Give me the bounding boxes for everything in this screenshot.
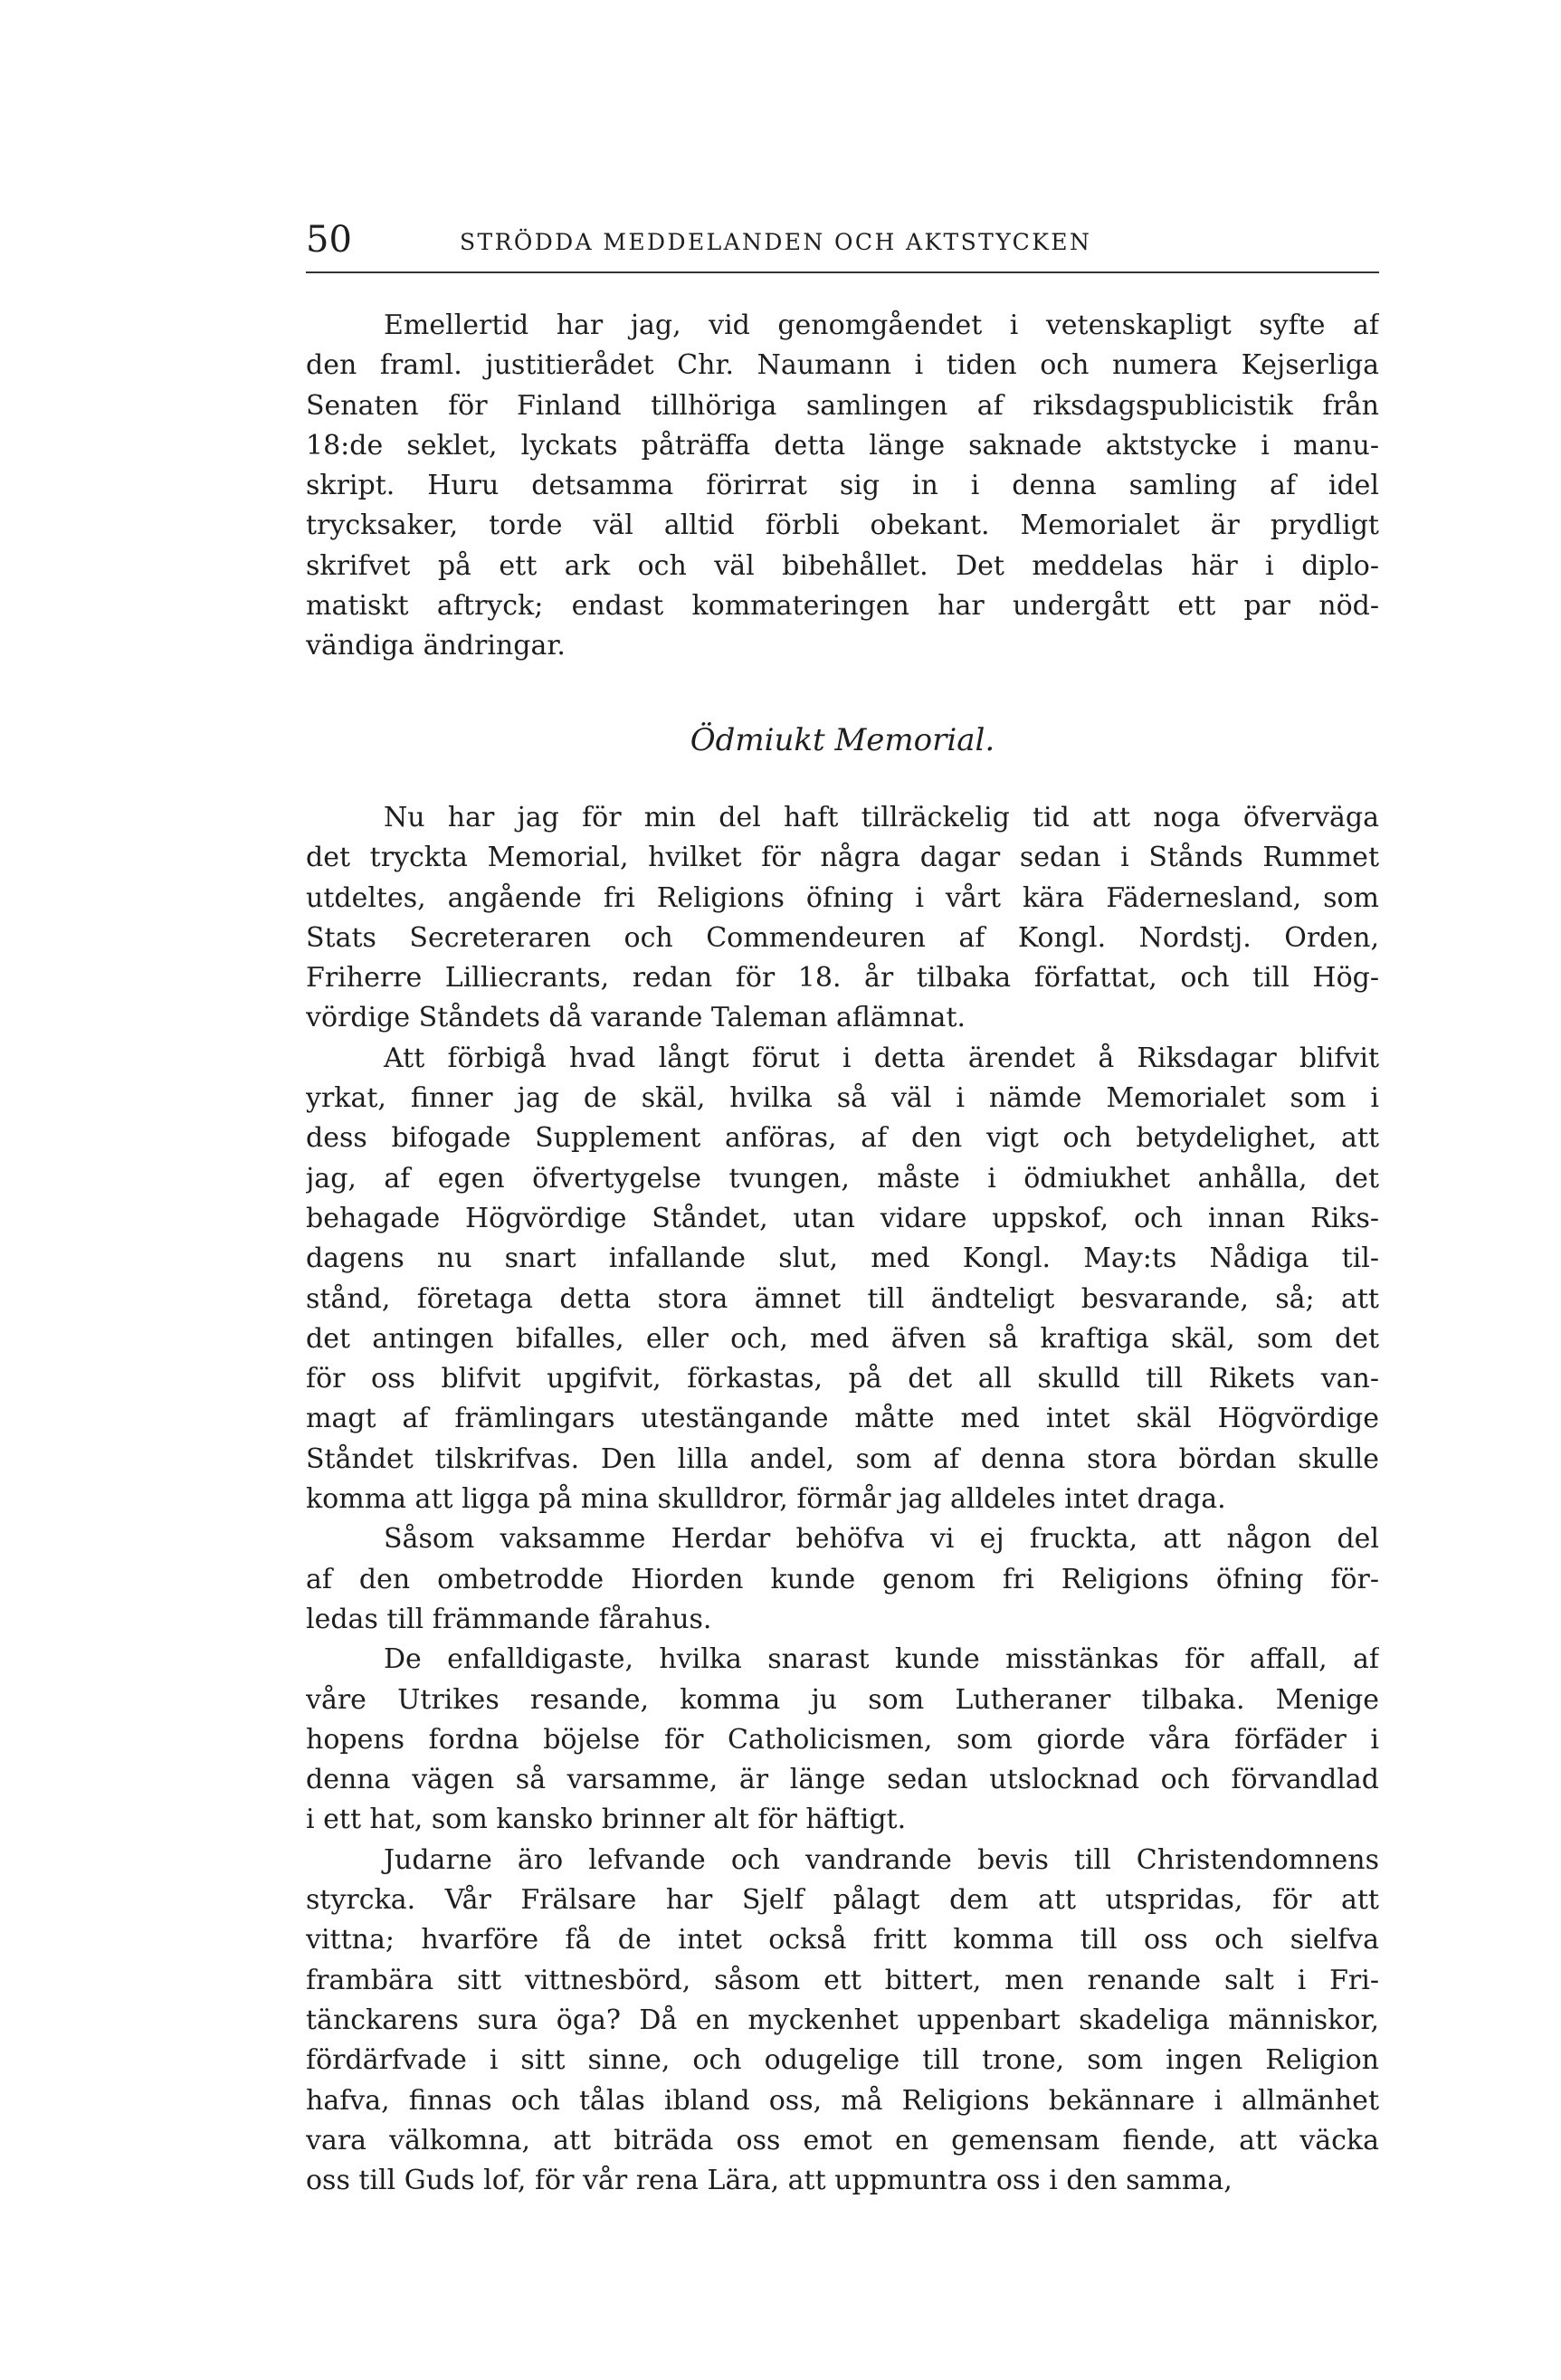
text-line: vändiga ändringar.: [306, 630, 566, 662]
running-title: STRÖDDA MEDDELANDEN OCH AKTSTYCKEN: [460, 229, 1092, 255]
text-line: hopens fordna böjelse för Catholicismen, som giorde våra förfäder i: [306, 1723, 1379, 1756]
text-line: hafva, finnas och tålas ibland oss, må Religions bekännare i allmänhet: [306, 2084, 1379, 2117]
text-line: vittna; hvarföre få de intet också fritt komma till oss och sielfva: [306, 1924, 1379, 1956]
text-line: tänckarens sura öga? Då en myckenhet uppenbart skadeliga människor,: [306, 2004, 1379, 2036]
text-line: dess bifogade Supplement anföras, af den vigt och betydelighet, att: [306, 1122, 1379, 1155]
text-line: dagens nu snart infallande slut, med Kongl. May:ts Nådiga til-: [306, 1242, 1379, 1275]
text-line: yrkat, finner jag de skäl, hvilka så väl i nämde Memorialet som i: [306, 1082, 1379, 1115]
text-line: Nu har jag för min del haft tillräckelig tid att noga öfverväga: [384, 802, 1379, 833]
text-line: jag, af egen öfvertygelse tvungen, måste i ödmiukhet anhålla, det: [306, 1162, 1379, 1195]
text-line: behagade Högvördige Ståndet, utan vidare uppskof, och innan Riks-: [306, 1202, 1379, 1234]
text-line: Judarne äro lefvande och vandrande bevis till Christendomnens: [384, 1843, 1379, 1876]
text-line: matiskt aftryck; endast kommateringen har undergått ett par nöd-: [306, 590, 1379, 623]
text-line: denna vägen så varsamme, är länge sedan utslocknad och förvandlad: [306, 1764, 1379, 1796]
text-line: Ståndet tilskrifvas. Den lilla andel, som af denna stora bördan skulle: [306, 1442, 1379, 1475]
text-line: Friherre Lilliecrants, redan för 18. år tilbaka författat, och till Hög-: [306, 962, 1379, 995]
text-line: skrifvet på ett ark och väl bibehållet. Det meddelas här i diplo-: [306, 549, 1379, 582]
text-line: oss till Guds lof, för vår rena Lära, att uppmuntra oss i den samma,: [306, 2165, 1233, 2197]
text-line: magt af främlingars utestängande måtte med intet skäl Högvördige: [306, 1403, 1379, 1435]
text-line: ledas till främmande fårahus.: [306, 1603, 712, 1635]
text-line: den framl. justitierådet Chr. Naumann i tiden och numera Kejserliga: [306, 349, 1379, 382]
text-line: frambära sitt vittnesbörd, såsom ett bittert, men renande salt i Fri-: [306, 1964, 1379, 1996]
intro-paragraph: [306, 306, 1379, 667]
text-line: Senaten för Finland tillhöriga samlingen af riksdagspublicistik från: [306, 389, 1379, 422]
text-line: Stats Secreteraren och Commendeuren af Kongl. Nordstj. Orden,: [306, 921, 1379, 954]
text-line: för oss blifvit upgifvit, förkastas, på det all skulld till Rikets van-: [306, 1363, 1379, 1395]
text-line: af den ombetrodde Hiorden kunde genom fri Religions öfning för-: [306, 1563, 1379, 1595]
text-line: vara välkomna, att biträda oss emot en gemensam fiende, att väcka: [306, 2124, 1379, 2156]
text-line: skript. Huru detsamma förirrat sig in i denna samling af idel: [306, 470, 1379, 502]
text-line: Att förbigå hvad långt förut i detta ärendet å Riksdagar blifvit: [384, 1042, 1379, 1074]
text-line: fördärfvade i sitt sinne, och odugelige till trone, som ingen Religion: [306, 2044, 1379, 2077]
text-line: det tryckta Memorial, hvilket för några dagar sedan i Stånds Rummet: [306, 842, 1379, 874]
text-line: Såsom vaksamme Herdar behöfva vi ej fruckta, att någon del: [384, 1523, 1379, 1556]
text-line: vördige Ståndets då varande Taleman aflämnat.: [306, 1002, 966, 1034]
running-header: [306, 217, 1379, 273]
text-line: styrcka. Vår Frälsare har Sjelf pålagt dem att utspridas, för att: [306, 1884, 1379, 1917]
memorial-body: [306, 798, 1379, 2201]
text-line: i ett hat, som kansko brinner alt för häftigt.: [306, 1804, 907, 1836]
text-line: stånd, företaga detta stora ämnet till ändteligt besvarande, så; att: [306, 1282, 1379, 1315]
text-line: trycksaker, torde väl alltid förbli obekant. Memorialet är prydligt: [306, 509, 1379, 542]
text-line: våre Utrikes resande, komma ju som Lutheraner tilbaka. Menige: [306, 1683, 1379, 1716]
text-line: De enfalldigaste, hvilka snarast kunde misstänkas för affall, af: [384, 1643, 1379, 1676]
text-line: utdeltes, angående fri Religions öfning i vårt kära Fäderneslаnd, som: [306, 881, 1379, 914]
page-number: 50: [306, 219, 352, 261]
text-line: 18:de seklet, lyckats påträffa detta länge saknade aktstycke i manu-: [306, 429, 1379, 462]
text-line: det antingen bifalles, eller och, med äfven så kraftiga skäl, som det: [306, 1322, 1379, 1355]
memorial-title: Ödmiukt Memorial.: [690, 722, 995, 758]
text-line: komma att ligga på mina skulldror, förmår jag alldeles intet draga.: [306, 1483, 1226, 1516]
text-line: Emellertid har jag, vid genomgåendet i vetenskapligt syfte af: [384, 309, 1379, 341]
